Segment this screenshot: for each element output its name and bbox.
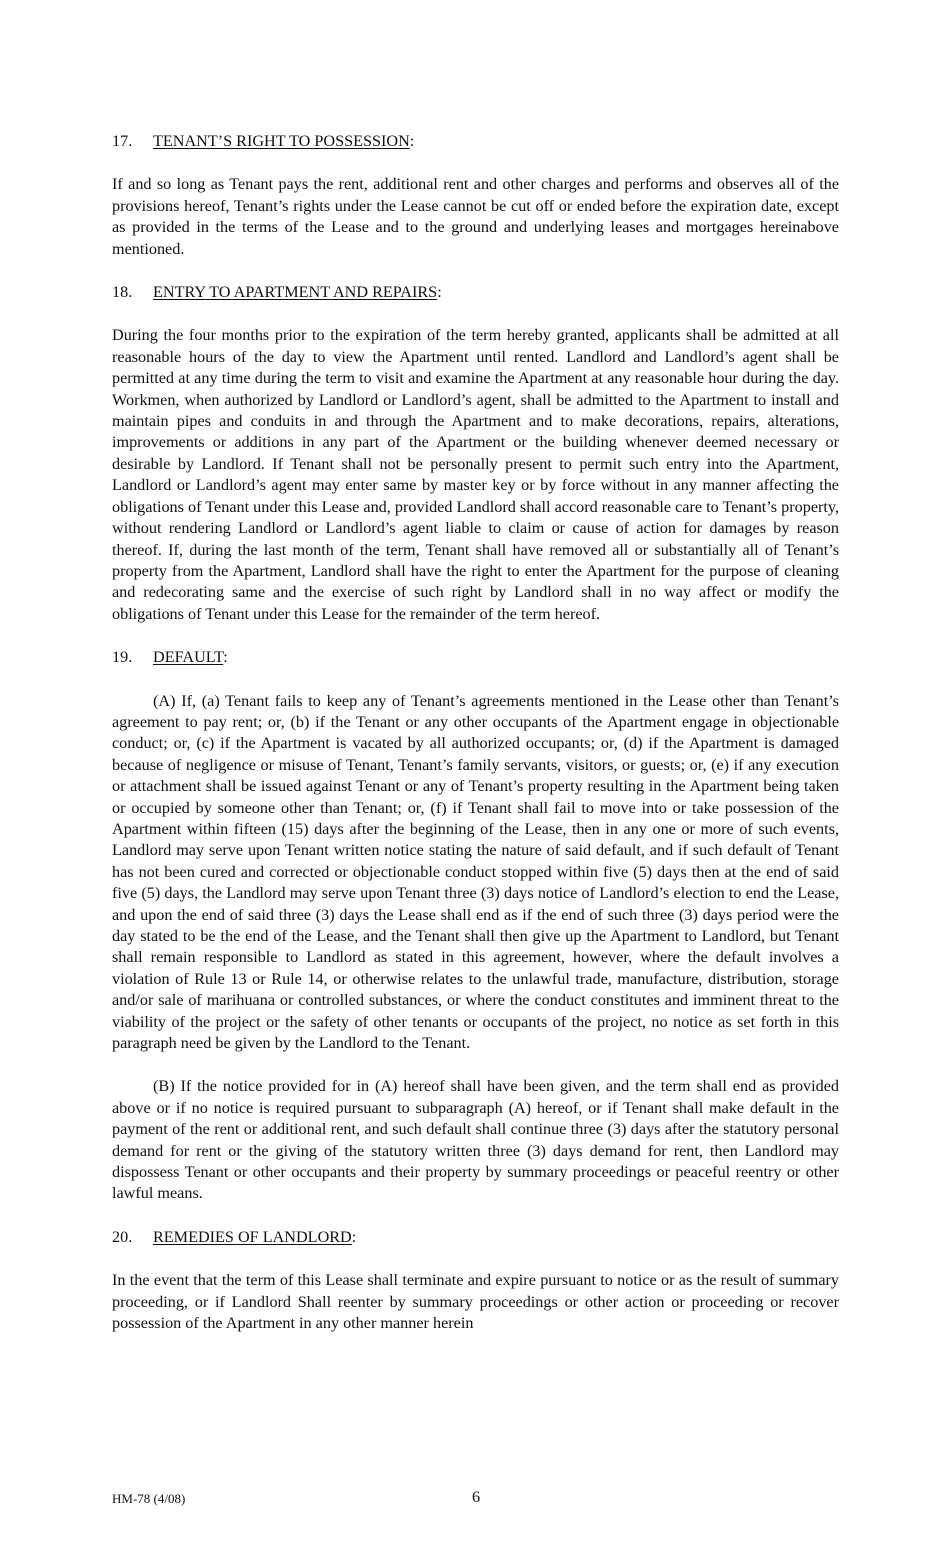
section-17-heading: 17. TENANT’S RIGHT TO POSSESSION: [112,131,839,152]
section-title: DEFAULT [153,648,224,667]
section-title: ENTRY TO APARTMENT AND REPAIRS [153,283,438,302]
section-title: REMEDIES OF LANDLORD [153,1227,352,1246]
page-number: 6 [472,1488,481,1506]
section-number: 19. [112,648,133,667]
section-number: 20. [112,1227,133,1246]
section-title: TENANT’S RIGHT TO POSSESSION [153,132,410,150]
section-18-paragraph: During the four months prior to the expiration of the term hereby granted, applicants shall be admitted at all reasonable hours of the day to view the Apartment until rented. Landlord and Landlord’s agent shall be permitted at any time during the term to visit and examine the Apartment at any reasonable hour during the day. Workmen, when authorized by Landlord or Landlord’s agent, shall be admitted to the Apartment to install and maintain pipes and conduits in and through the Apartment and to make decorations, repairs, alterations, improvements or additions in any part of the Apartment or the building whenever deemed necessary or desirable by Landlord. If Tenant shall not be personally present to permit such entry into the Apartment, Landlord or Landlord’s agent may enter same by master key or by force without in any manner affecting the obligations of Tenant under this Lease and, provided Landlord shall accord reasonable care to Tenant’s property, without rendering Landlord or Landlord’s agent liable to claim or cause of action for damages by reason thereof. If, during the last month of the term, Tenant shall have removed all or substantially all of Tenant’s property from the Apartment, Landlord shall have the right to enter the Apartment for the purpose of cleaning and redecorating same and the exercise of such right by Landlord shall in no way affect or modify the obligations of Tenant under this Lease for the remainder of the term hereof. [112,326,839,623]
section-17-paragraph: If and so long as Tenant pays the rent, additional rent and other charges and performs and observes all of the provisions hereof, Tenant’s rights under the Lease cannot be cut off or ended before the expiration date, except as provided in the terms of the Lease and to the ground and underlying leases and mortgages hereinabove mentioned. [112,175,839,258]
section-18-heading: 18. ENTRY TO APARTMENT AND REPAIRS: [112,282,839,303]
section-19-paragraph-b: (B) If the notice provided for in (A) hereof shall have been given, and the term shall end as provided above or if no notice is required pursuant to subparagraph (A) hereof, or if Tenant shall make default in the payment of the rent or additional rent, and such default shall continue three (3) days after the statutory personal demand for rent or the giving of the statutory written three (3) days demand for rent, then Landlord may dispossess Tenant or other occupants and their property by summary proceedings or peaceful reentry or other lawful means. [112,1077,839,1203]
section-19-heading: 19. DEFAULT: [112,647,839,668]
section-20-heading: 20. REMEDIES OF LANDLORD: [112,1227,839,1248]
lease-page [112,131,839,1357]
section-number: 18. [112,283,133,302]
section-20-paragraph: In the event that the term of this Lease shall terminate and expire pursuant to notice or as the result of summary proceeding, or if Landlord Shall reenter by summary proceedings or other action or proceeding or recover possession of the Apartment in any other manner herein [112,1271,839,1333]
section-number: 17. [112,132,133,150]
section-19-paragraph-a: (A) If, (a) Tenant fails to keep any of Tenant’s agreements mentioned in the Lease other than Tenant’s agreement to pay rent; or, (b) if the Tenant or any other occupants of the Apartment engage in objectionable conduct; or, (c) if the Apartment is vacated by all authorized occupants; or, (d) if the Apartment is damaged because of negligence or misuse of Tenant, Tenant’s family servants, visitors, or guests; or, (e) if any execution or attachment shall be issued against Tenant or any of Tenant’s property resulting in the Apartment being taken or occupied by someone other than Tenant; or, (f) if Tenant shall fail to move into or take possession of the Apartment within fifteen (15) days after the beginning of the Lease, then in any one or more of such events, Landlord may serve upon Tenant written notice stating the nature of said default, and if such default of Tenant has not been cured and corrected or objectionable conduct stopped within five (5) days then at the end of said five (5) days, the Landlord may serve upon Tenant three (3) days notice of Landlord’s election to end the Lease, and upon the end of said three (3) days the Lease shall end as if the end of such three (3) days period were the day stated to be the end of the Lease, and the Tenant shall then give up the Apartment to Landlord, but Tenant shall remain responsible to Landlord as stated in this agreement, however, where the default involves a violation of Rule 13 or Rule 14, or otherwise relates to the unlawful trade, manufacture, distribution, storage and/or sale of marihuana or controlled substances, or where the conduct constitutes and imminent threat to the viability of the project or the safety of other tenants or occupants of the project, no notice as set forth in this paragraph need be given by the Landlord to the Tenant. [112,691,839,1053]
form-id: HM-78 (4/08) [112,1491,186,1506]
